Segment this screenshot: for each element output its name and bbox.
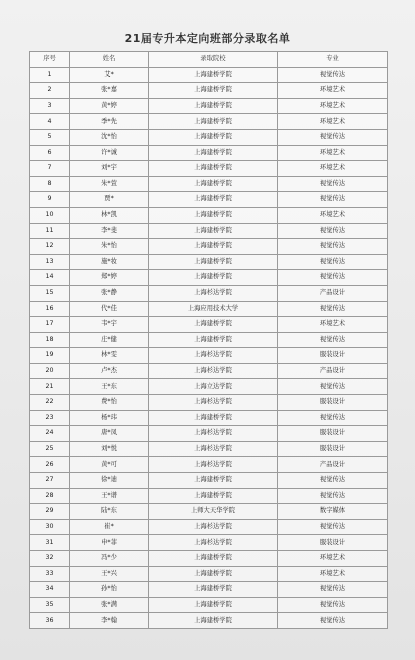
cell-number: 18 (30, 332, 70, 348)
cell-number: 26 (30, 457, 70, 473)
cell-name: 杨*玮 (70, 410, 149, 426)
table-row (30, 301, 388, 317)
cell-number: 22 (30, 395, 70, 411)
cell-number: 17 (30, 317, 70, 333)
cell-school: 上海建桥学院 (149, 145, 278, 161)
table-row (30, 566, 388, 582)
table-row (30, 488, 388, 504)
cell-number: 5 (30, 129, 70, 145)
cell-school: 上海杉达学院 (149, 395, 278, 411)
cell-number: 13 (30, 254, 70, 270)
cell-major: 服装设计 (278, 395, 388, 411)
cell-number: 25 (30, 441, 70, 457)
table-row (30, 473, 388, 489)
cell-name: 许*诚 (70, 145, 149, 161)
cell-name: 徐*迪 (70, 473, 149, 489)
cell-major: 环境艺术 (278, 207, 388, 223)
table-row (30, 457, 388, 473)
table-header-row (30, 52, 388, 68)
cell-major: 环境艺术 (278, 83, 388, 99)
cell-major: 视觉传达 (278, 519, 388, 535)
table-row (30, 270, 388, 286)
table-row (30, 363, 388, 379)
cell-number: 9 (30, 192, 70, 208)
cell-school: 上海建桥学院 (149, 161, 278, 177)
cell-school: 上海立达学院 (149, 379, 278, 395)
table-row (30, 98, 388, 114)
table-row (30, 161, 388, 177)
cell-name: 郑*婷 (70, 270, 149, 286)
cell-major: 视觉传达 (278, 192, 388, 208)
cell-major: 服装设计 (278, 348, 388, 364)
cell-major: 视觉传达 (278, 613, 388, 629)
cell-name: 黄*可 (70, 457, 149, 473)
table-row (30, 145, 388, 161)
cell-name: 申*菲 (70, 535, 149, 551)
cell-major: 视觉传达 (278, 239, 388, 255)
cell-school: 上海建桥学院 (149, 207, 278, 223)
cell-major: 视觉传达 (278, 270, 388, 286)
cell-name: 张*嘉 (70, 83, 149, 99)
table-row (30, 535, 388, 551)
admission-table (29, 51, 388, 629)
cell-number: 14 (30, 270, 70, 286)
cell-number: 21 (30, 379, 70, 395)
cell-name: 王*谱 (70, 488, 149, 504)
cell-name: 冯*少 (70, 551, 149, 567)
cell-name: 林*凯 (70, 207, 149, 223)
table-row (30, 67, 388, 83)
cell-number: 20 (30, 363, 70, 379)
table-row (30, 254, 388, 270)
cell-number: 10 (30, 207, 70, 223)
cell-number: 33 (30, 566, 70, 582)
table-body (30, 67, 388, 628)
cell-school: 上海建桥学院 (149, 597, 278, 613)
table-row (30, 348, 388, 364)
cell-major: 数字媒体 (278, 504, 388, 520)
cell-major: 视觉传达 (278, 223, 388, 239)
cell-number: 16 (30, 301, 70, 317)
cell-name: 庄*健 (70, 332, 149, 348)
cell-school: 上海杉达学院 (149, 519, 278, 535)
cell-school: 上海建桥学院 (149, 473, 278, 489)
cell-number: 12 (30, 239, 70, 255)
cell-major: 环境艺术 (278, 566, 388, 582)
table-row (30, 129, 388, 145)
cell-school: 上海杉达学院 (149, 348, 278, 364)
cell-name: 王*东 (70, 379, 149, 395)
cell-major: 视觉传达 (278, 332, 388, 348)
cell-number: 32 (30, 551, 70, 567)
cell-name: 贾* (70, 192, 149, 208)
cell-major: 环境艺术 (278, 145, 388, 161)
cell-name: 卢*杰 (70, 363, 149, 379)
cell-school: 上海杉达学院 (149, 285, 278, 301)
cell-name: 李*斐 (70, 223, 149, 239)
cell-number: 31 (30, 535, 70, 551)
cell-major: 服装设计 (278, 441, 388, 457)
cell-number: 29 (30, 504, 70, 520)
cell-school: 上海建桥学院 (149, 317, 278, 333)
cell-major: 视觉传达 (278, 473, 388, 489)
cell-major: 视觉传达 (278, 67, 388, 83)
table-row (30, 239, 388, 255)
cell-name: 朱*萱 (70, 176, 149, 192)
cell-major: 服装设计 (278, 426, 388, 442)
table-row (30, 441, 388, 457)
table-row (30, 332, 388, 348)
table-row (30, 176, 388, 192)
cell-major: 服装设计 (278, 535, 388, 551)
header-name: 姓名 (70, 52, 149, 68)
table-row (30, 504, 388, 520)
table-row (30, 395, 388, 411)
cell-school: 上海建桥学院 (149, 129, 278, 145)
cell-school: 上海建桥学院 (149, 67, 278, 83)
table-row (30, 597, 388, 613)
table-row (30, 551, 388, 567)
cell-major: 产品设计 (278, 457, 388, 473)
cell-name: 韦*宇 (70, 317, 149, 333)
cell-school: 上海建桥学院 (149, 566, 278, 582)
table-row (30, 285, 388, 301)
table-row (30, 410, 388, 426)
cell-name: 张*满 (70, 597, 149, 613)
header-number: 序号 (30, 52, 70, 68)
cell-name: 朱*怡 (70, 239, 149, 255)
cell-number: 2 (30, 83, 70, 99)
cell-school: 上海建桥学院 (149, 192, 278, 208)
cell-school: 上海建桥学院 (149, 83, 278, 99)
cell-name: 张*静 (70, 285, 149, 301)
table-row (30, 582, 388, 598)
cell-name: 刘*悦 (70, 441, 149, 457)
cell-school: 上海建桥学院 (149, 488, 278, 504)
table-row (30, 613, 388, 629)
cell-name: 黄*婷 (70, 98, 149, 114)
cell-number: 30 (30, 519, 70, 535)
table-row (30, 426, 388, 442)
cell-school: 上海建桥学院 (149, 98, 278, 114)
table-row (30, 223, 388, 239)
cell-school: 上海建桥学院 (149, 613, 278, 629)
cell-major: 视觉传达 (278, 176, 388, 192)
cell-major: 环境艺术 (278, 98, 388, 114)
cell-number: 3 (30, 98, 70, 114)
cell-number: 27 (30, 473, 70, 489)
cell-major: 视觉传达 (278, 488, 388, 504)
cell-school: 上海建桥学院 (149, 332, 278, 348)
cell-major: 环境艺术 (278, 114, 388, 130)
cell-number: 1 (30, 67, 70, 83)
cell-name: 崔* (70, 519, 149, 535)
cell-school: 上海建桥学院 (149, 223, 278, 239)
cell-name: 代*佳 (70, 301, 149, 317)
cell-number: 19 (30, 348, 70, 364)
cell-school: 上海建桥学院 (149, 176, 278, 192)
cell-number: 15 (30, 285, 70, 301)
cell-major: 环境艺术 (278, 317, 388, 333)
cell-major: 视觉传达 (278, 301, 388, 317)
table-row (30, 317, 388, 333)
table-row (30, 83, 388, 99)
cell-school: 上海杉达学院 (149, 535, 278, 551)
cell-number: 24 (30, 426, 70, 442)
cell-name: 林*雯 (70, 348, 149, 364)
cell-major: 视觉传达 (278, 254, 388, 270)
cell-name: 王*兴 (70, 566, 149, 582)
cell-number: 8 (30, 176, 70, 192)
table-row (30, 114, 388, 130)
cell-school: 上海应用技术大学 (149, 301, 278, 317)
cell-school: 上海建桥学院 (149, 114, 278, 130)
header-school: 录取院校 (149, 52, 278, 68)
cell-school: 上海建桥学院 (149, 551, 278, 567)
cell-school: 上海杉达学院 (149, 457, 278, 473)
table-row (30, 192, 388, 208)
cell-name: 李*翰 (70, 613, 149, 629)
cell-number: 4 (30, 114, 70, 130)
cell-number: 7 (30, 161, 70, 177)
cell-name: 施*妆 (70, 254, 149, 270)
cell-major: 视觉传达 (278, 597, 388, 613)
cell-name: 唐*凤 (70, 426, 149, 442)
table-row (30, 519, 388, 535)
cell-school: 上海杉达学院 (149, 363, 278, 379)
cell-name: 艾* (70, 67, 149, 83)
cell-major: 环境艺术 (278, 161, 388, 177)
cell-number: 6 (30, 145, 70, 161)
cell-name: 季*先 (70, 114, 149, 130)
cell-number: 23 (30, 410, 70, 426)
cell-number: 28 (30, 488, 70, 504)
cell-major: 视觉传达 (278, 129, 388, 145)
cell-major: 视觉传达 (278, 379, 388, 395)
cell-major: 产品设计 (278, 363, 388, 379)
cell-number: 35 (30, 597, 70, 613)
cell-major: 视觉传达 (278, 582, 388, 598)
cell-school: 上海建桥学院 (149, 270, 278, 286)
cell-school: 上海建桥学院 (149, 239, 278, 255)
cell-major: 视觉传达 (278, 410, 388, 426)
cell-name: 刘*宇 (70, 161, 149, 177)
cell-school: 上海建桥学院 (149, 582, 278, 598)
cell-school: 上师大天华学院 (149, 504, 278, 520)
cell-name: 孙*怡 (70, 582, 149, 598)
table-row (30, 379, 388, 395)
cell-number: 11 (30, 223, 70, 239)
header-major: 专业 (278, 52, 388, 68)
cell-number: 34 (30, 582, 70, 598)
cell-major: 环境艺术 (278, 551, 388, 567)
cell-name: 陆*东 (70, 504, 149, 520)
cell-school: 上海建桥学院 (149, 410, 278, 426)
cell-major: 产品设计 (278, 285, 388, 301)
cell-number: 36 (30, 613, 70, 629)
table-row (30, 207, 388, 223)
cell-school: 上海建桥学院 (149, 254, 278, 270)
cell-school: 上海杉达学院 (149, 441, 278, 457)
cell-school: 上海杉达学院 (149, 426, 278, 442)
cell-name: 费*怡 (70, 395, 149, 411)
page-title: 21届专升本定向班部分录取名单 (124, 32, 291, 45)
cell-name: 沈*怡 (70, 129, 149, 145)
